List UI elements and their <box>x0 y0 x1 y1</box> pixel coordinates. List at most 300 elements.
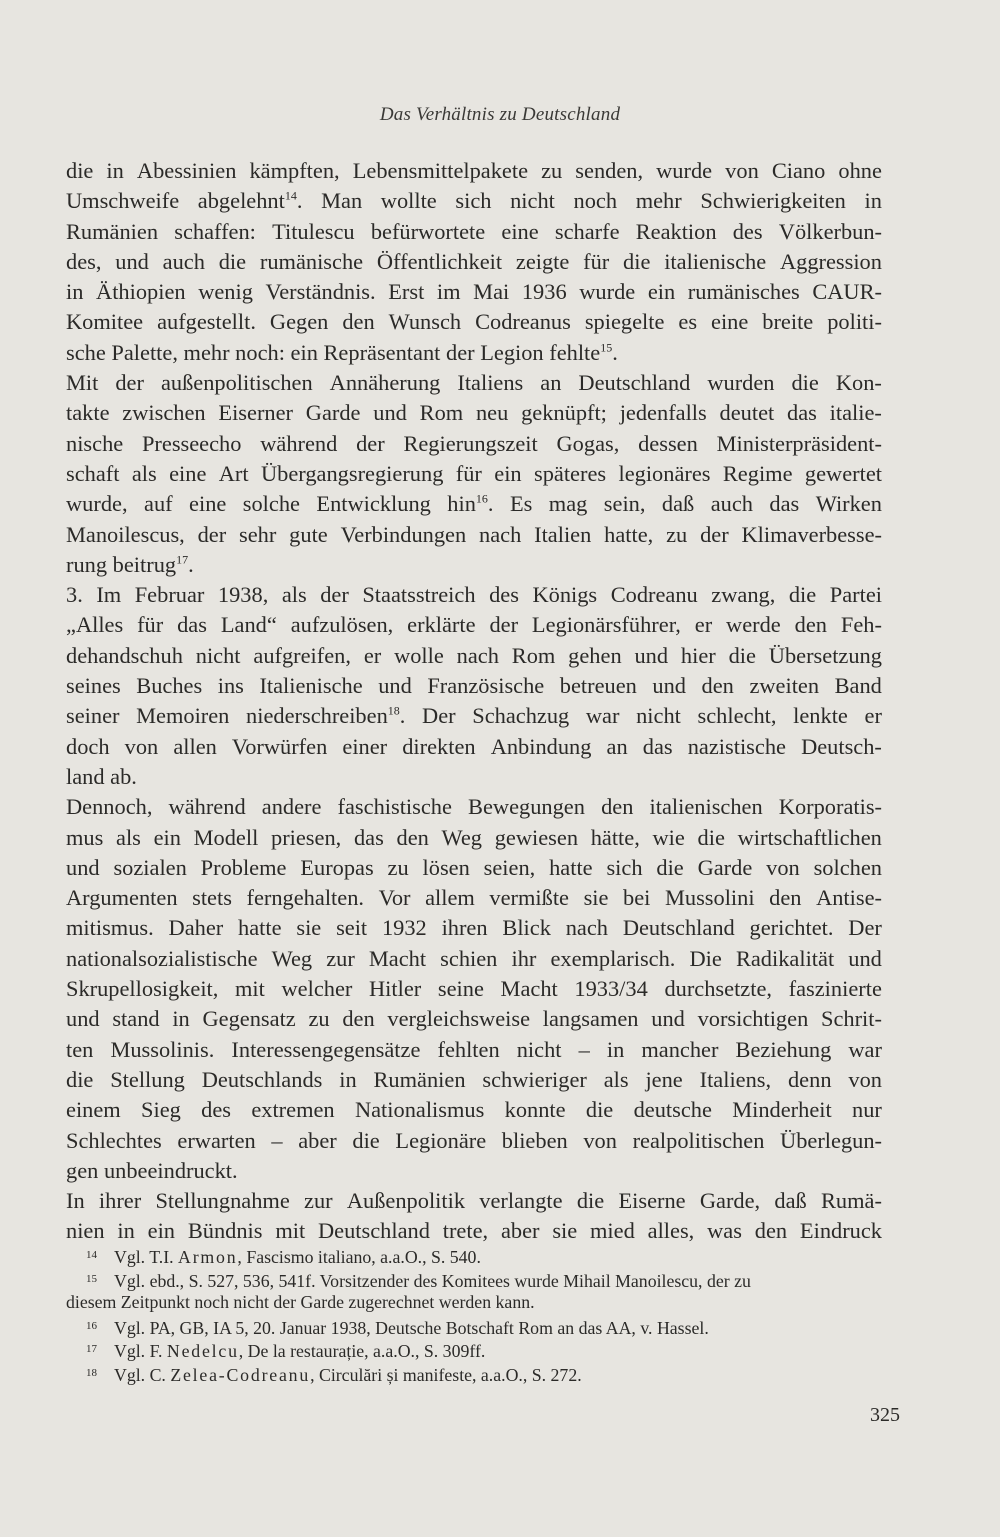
word: auf <box>144 491 173 517</box>
word: er <box>694 612 713 638</box>
text-line <box>66 1004 882 1034</box>
word: Anbindung <box>490 733 592 759</box>
word: der <box>320 582 349 608</box>
word: die <box>352 1127 380 1153</box>
word: Skrupellosigkeit, <box>66 976 219 1002</box>
word: 1936 <box>521 279 567 305</box>
word: allen <box>173 733 217 759</box>
text-line <box>66 732 882 762</box>
word: Repräsentant <box>323 339 441 365</box>
word: alles, <box>647 1218 695 1244</box>
word: unbeeindruckt. <box>103 1157 238 1183</box>
word: lösen <box>422 854 470 880</box>
word: mitismus. <box>66 915 154 941</box>
word: Stellung <box>110 1066 185 1092</box>
word: Ministerpräsident- <box>716 430 882 456</box>
word: mehr <box>635 188 682 214</box>
word: verlangte <box>479 1188 563 1214</box>
word: Italiens, <box>699 1066 772 1092</box>
word: Legionäre <box>395 1127 487 1153</box>
text-line <box>66 823 882 853</box>
text-line <box>66 520 882 550</box>
word: zu <box>541 158 563 183</box>
word: In <box>66 1188 85 1214</box>
word: Modell <box>193 824 259 850</box>
text-line <box>66 883 882 913</box>
text-line <box>66 641 882 671</box>
word: vorsichtigen <box>697 1006 809 1032</box>
word: zwang, <box>711 582 776 608</box>
footnote-text: , Fascismo italiano, a.a.O., S. 540. <box>237 1247 481 1267</box>
word: Schlechtes <box>66 1127 162 1153</box>
word: eine <box>501 218 539 244</box>
word: war <box>848 1036 882 1062</box>
footnote-ref: 16 <box>475 491 488 506</box>
word: und <box>652 673 686 699</box>
word: die <box>585 1097 614 1123</box>
word: ihrer <box>98 1188 142 1214</box>
word: Blick <box>502 915 551 941</box>
word: Antise- <box>816 885 882 911</box>
word: Gegen <box>269 309 329 335</box>
word: Deutschland <box>622 915 735 941</box>
word: Königs <box>532 582 598 608</box>
word: Mit <box>66 370 99 396</box>
word: lenkte <box>793 703 848 729</box>
word: Klimaverbesse- <box>741 521 882 547</box>
word: Rumänien <box>66 218 159 244</box>
word: einer <box>342 733 388 759</box>
word: Macht <box>500 976 558 1002</box>
footnote-ref: 18 <box>387 703 400 718</box>
word: scharfe <box>554 218 620 244</box>
word: solchen <box>813 854 882 880</box>
word: die <box>623 248 651 274</box>
word: Stellungnahme <box>155 1188 290 1214</box>
word: Legion <box>480 339 544 365</box>
word: sie <box>583 885 609 911</box>
word: neu <box>475 400 509 426</box>
word: ihr <box>511 945 537 971</box>
word: nicht <box>516 1036 562 1062</box>
word: eine <box>169 460 207 486</box>
word: der <box>115 370 144 396</box>
word: rumänisches <box>687 279 800 305</box>
word: spiegelte <box>584 309 665 335</box>
word: hin$^{16}$. <box>447 491 494 517</box>
word: das <box>353 824 384 850</box>
text-line <box>66 853 882 883</box>
word: einem <box>66 1097 121 1123</box>
word: Weg <box>441 824 483 850</box>
word: ein <box>647 279 676 305</box>
word: aber <box>298 1127 337 1153</box>
footnote-number: 16 <box>86 1319 97 1332</box>
word: Rumä- <box>820 1188 882 1214</box>
word: Codreanus <box>475 309 571 335</box>
word: Radikalität <box>735 945 835 971</box>
word: jedenfalls <box>619 400 707 426</box>
word: wurde <box>579 279 636 305</box>
word: Überlegun- <box>780 1127 882 1153</box>
word: gerichtet. <box>749 915 834 941</box>
text-line <box>66 1216 882 1246</box>
word: – <box>578 1036 590 1062</box>
footnote-number: 18 <box>86 1366 97 1379</box>
word: Der <box>422 703 456 729</box>
word: im <box>436 279 461 305</box>
word: sehr <box>239 521 277 547</box>
word: den <box>342 309 375 335</box>
word: priesen, <box>271 824 342 850</box>
word: langsamen <box>542 1006 639 1032</box>
word: und <box>115 248 149 274</box>
word: war <box>585 703 620 729</box>
word: zeigte <box>515 248 570 274</box>
word: nicht <box>195 642 241 668</box>
word: Deutsch- <box>801 733 882 759</box>
word: Rom <box>419 400 464 426</box>
word: zweiten <box>749 673 820 699</box>
word: das <box>787 400 817 426</box>
word: der <box>489 612 519 638</box>
word: niederschreiben$^{18}$. <box>246 703 406 729</box>
word: mancher <box>641 1036 719 1062</box>
word: zu <box>308 1006 330 1032</box>
word: die <box>656 854 684 880</box>
word: den <box>754 1218 788 1244</box>
word: den <box>701 673 734 699</box>
word: Bündnis <box>187 1218 263 1244</box>
word: Aggression <box>779 248 882 274</box>
text-line <box>66 277 882 307</box>
word: hätte, <box>590 824 640 850</box>
text-line <box>66 1126 882 1156</box>
word: vergleichsweise <box>387 1006 531 1032</box>
footnote-text: Vgl. ebd., S. 527, 536, 541f. Vorsitzender des Komitees wurde Mihail Manoilescu, der zu <box>114 1270 751 1291</box>
word: mus <box>66 824 104 850</box>
text-line <box>66 429 882 459</box>
word: Februar <box>134 582 205 608</box>
word: Italiens <box>457 370 524 396</box>
word: und <box>66 1006 100 1032</box>
word: sie <box>552 1218 578 1244</box>
word: ab. <box>110 763 137 789</box>
word: auch <box>162 248 205 274</box>
word: Regierungszeit <box>403 430 538 456</box>
word: späteres <box>533 460 607 486</box>
word: an <box>540 370 562 396</box>
word: mehr <box>183 339 230 365</box>
word: geknüpft; <box>521 400 607 426</box>
word: ten <box>66 1036 94 1062</box>
word: und <box>651 1006 685 1032</box>
word: Man <box>321 188 363 214</box>
word: italienischen <box>649 794 763 820</box>
word: ohne <box>838 158 882 183</box>
word: Mai <box>473 279 510 305</box>
word: die <box>791 370 819 396</box>
footnotes <box>66 1244 882 1385</box>
text-line <box>66 247 882 277</box>
word: – <box>271 1127 283 1153</box>
word: abgelehnt$^{14}$. <box>197 188 303 214</box>
word: die <box>697 824 725 850</box>
word: Wunsch <box>388 309 462 335</box>
word: ein <box>147 1218 175 1244</box>
word: Hitler <box>369 976 422 1002</box>
word: takte <box>66 400 110 426</box>
word: schaft <box>66 460 120 486</box>
word: nach <box>565 915 608 941</box>
word: sich <box>606 854 643 880</box>
word: Argumenten <box>66 885 178 911</box>
word: werde <box>726 612 781 638</box>
word: des, <box>66 248 102 274</box>
word: breite <box>762 309 814 335</box>
word: für <box>137 612 164 638</box>
footnote-author: Zelea-Codreanu <box>170 1364 311 1385</box>
word: seit <box>336 915 368 941</box>
footnote-ref: 15 <box>600 340 613 355</box>
word: Außenpolitik <box>346 1188 466 1214</box>
word: ein <box>494 460 522 486</box>
word: Kon- <box>835 370 882 396</box>
word: Deutschland <box>318 1218 430 1244</box>
footnote <box>66 1268 882 1292</box>
word: Erst <box>388 279 425 305</box>
word: und <box>378 673 412 699</box>
word: jene <box>645 1066 683 1092</box>
word: Entwicklung <box>316 491 431 517</box>
word: in <box>106 158 124 183</box>
word: politi- <box>827 309 882 335</box>
footnote-text: , Circulări și manifeste, a.a.O., S. 272. <box>310 1364 582 1385</box>
word: mit <box>235 976 265 1002</box>
word: das <box>769 491 800 517</box>
word: welcher <box>281 976 353 1002</box>
text-line <box>66 944 882 974</box>
word: Presseecho <box>141 430 242 456</box>
word: gehen <box>568 642 622 668</box>
word: nicht <box>510 188 555 214</box>
word: sie <box>296 915 322 941</box>
word: Vorwürfen <box>231 733 328 759</box>
text-line <box>66 307 882 337</box>
word: Es <box>509 491 533 517</box>
text-line <box>66 671 882 701</box>
word: deutsche <box>633 1097 712 1123</box>
text-line <box>66 792 882 822</box>
word: faschistische <box>337 794 452 820</box>
word: Titulescu <box>272 218 355 244</box>
word: zwischen <box>122 400 206 426</box>
word: Garde <box>697 854 753 880</box>
word: konnte <box>504 1097 566 1123</box>
word: aufgreifen, <box>253 642 351 668</box>
word: seiner <box>66 703 120 729</box>
word: solche <box>242 491 300 517</box>
footnote-ref: 14 <box>284 188 297 203</box>
word: den <box>794 612 827 638</box>
word: Macht <box>368 945 427 971</box>
word: nicht <box>636 703 681 729</box>
word: Verbindungen <box>340 521 467 547</box>
word: es <box>678 309 698 335</box>
word: Interessengegensätze <box>231 1036 421 1062</box>
text-line <box>66 580 882 610</box>
footnote-text: Vgl. PA, GB, IA 5, 20. Januar 1938, Deutsche Botschaft Rom an das AA, v. Hassel. <box>114 1317 709 1338</box>
word: nische <box>66 430 124 456</box>
word: während <box>260 430 338 456</box>
word: Feh- <box>840 612 882 638</box>
text-line <box>66 1035 882 1065</box>
text-line <box>66 762 882 792</box>
word: von <box>766 854 800 880</box>
text-line <box>66 489 882 519</box>
word: Schrit- <box>821 1006 882 1032</box>
word: seien, <box>483 854 536 880</box>
word: sich <box>455 188 492 214</box>
word: für <box>583 248 610 274</box>
word: des <box>732 218 763 244</box>
word: Gogas, <box>556 430 620 456</box>
word: andere <box>261 794 322 820</box>
word: denn <box>787 1066 832 1092</box>
word: Im <box>96 582 122 608</box>
word: Art <box>218 460 249 486</box>
word: aufgestellt. <box>157 309 256 335</box>
word: Deutschland <box>578 370 691 396</box>
word: vermißte <box>489 885 569 911</box>
word: legionäres <box>618 460 711 486</box>
word: blieben <box>501 1127 568 1153</box>
body-text <box>66 156 882 1247</box>
word: die <box>788 582 817 608</box>
word: außenpolitischen <box>160 370 313 396</box>
word: für <box>455 460 482 486</box>
word: gewertet <box>804 460 882 486</box>
footnote <box>66 1291 882 1315</box>
word: Palette, <box>111 339 178 365</box>
text-line <box>66 459 882 489</box>
word: die <box>218 248 247 274</box>
text-line <box>66 610 882 640</box>
word: realpolitischen <box>632 1127 765 1153</box>
word: senden, <box>575 158 644 183</box>
word: CAUR- <box>812 279 882 305</box>
word: Bewegungen <box>468 794 585 820</box>
word: sein, <box>603 491 646 517</box>
word: Legionärsführer, <box>531 612 681 638</box>
word: wenig <box>198 279 253 305</box>
text-line <box>66 156 882 186</box>
word: Übersetzung <box>768 642 882 668</box>
text-line <box>66 186 882 216</box>
word: von <box>848 1066 882 1092</box>
word: nach <box>456 642 499 668</box>
word: schien <box>440 945 498 971</box>
word: Regime <box>722 460 793 486</box>
word: kämpften, <box>249 158 340 183</box>
word: Daher <box>168 915 224 941</box>
word: zur <box>326 945 355 971</box>
word: eine <box>189 491 227 517</box>
word: hatte <box>238 915 282 941</box>
text-line <box>66 1156 882 1186</box>
word: doch <box>66 733 110 759</box>
word: italie- <box>829 400 882 426</box>
word: als <box>603 1066 629 1092</box>
word: Wirken <box>815 491 882 517</box>
word: nach <box>479 521 522 547</box>
word: rumänische <box>259 248 364 274</box>
footnote-text: Vgl. C. <box>114 1364 171 1385</box>
word: Mussolinis. <box>110 1036 215 1062</box>
word: beitrug$^{17}$. <box>112 551 194 577</box>
word: die <box>66 158 94 183</box>
text-line <box>66 550 882 580</box>
word: Italien <box>534 521 592 547</box>
word: exemplarisch. <box>550 945 676 971</box>
word: Codreanu <box>610 582 698 608</box>
footnote-author: Nedelcu <box>166 1341 239 1361</box>
word: Die <box>689 945 722 971</box>
word: Öffentlichkeit <box>376 248 503 274</box>
word: als <box>116 824 141 850</box>
word: mag <box>548 491 588 517</box>
word: Dennoch, <box>66 794 153 820</box>
word: Eindruck <box>799 1218 882 1244</box>
word: die <box>66 1066 94 1092</box>
word: Schwierigkeiten <box>700 188 846 214</box>
word: Land“ <box>220 612 277 638</box>
word: Reaktion <box>635 218 717 244</box>
text-line <box>66 217 882 247</box>
word: aufzulösen, <box>290 612 394 638</box>
word: während <box>168 794 246 820</box>
word: Deutschlands <box>201 1066 323 1092</box>
word: nazistische <box>687 733 786 759</box>
word: an <box>606 733 628 759</box>
word: fehlte$^{15}$. <box>549 339 618 365</box>
word: in <box>172 1006 190 1032</box>
word: eine <box>711 309 749 335</box>
word: nien <box>66 1218 105 1244</box>
word: das <box>642 733 673 759</box>
word: Annäherung <box>329 370 441 396</box>
word: noch <box>573 188 618 214</box>
word: 1938, <box>217 582 269 608</box>
word: Weg <box>271 945 313 971</box>
word: ins <box>217 673 244 699</box>
word: schaffen: <box>174 218 256 244</box>
word: der <box>356 430 385 456</box>
word: Mussolini <box>664 885 755 911</box>
word: Garde, <box>699 1188 761 1214</box>
word: hier <box>680 642 716 668</box>
word: wurden <box>707 370 775 396</box>
footnote-text: diesem Zeitpunkt noch nicht der Garde zugerechnet werden kann. <box>66 1292 535 1312</box>
word: Minderheit <box>732 1097 832 1123</box>
word: von <box>725 158 759 183</box>
word: wurde, <box>66 491 128 517</box>
word: schwieriger <box>482 1066 587 1092</box>
word: Der <box>848 915 882 941</box>
footnote-ref: 17 <box>176 552 189 567</box>
word: der <box>700 521 729 547</box>
word: sozialen <box>113 854 187 880</box>
